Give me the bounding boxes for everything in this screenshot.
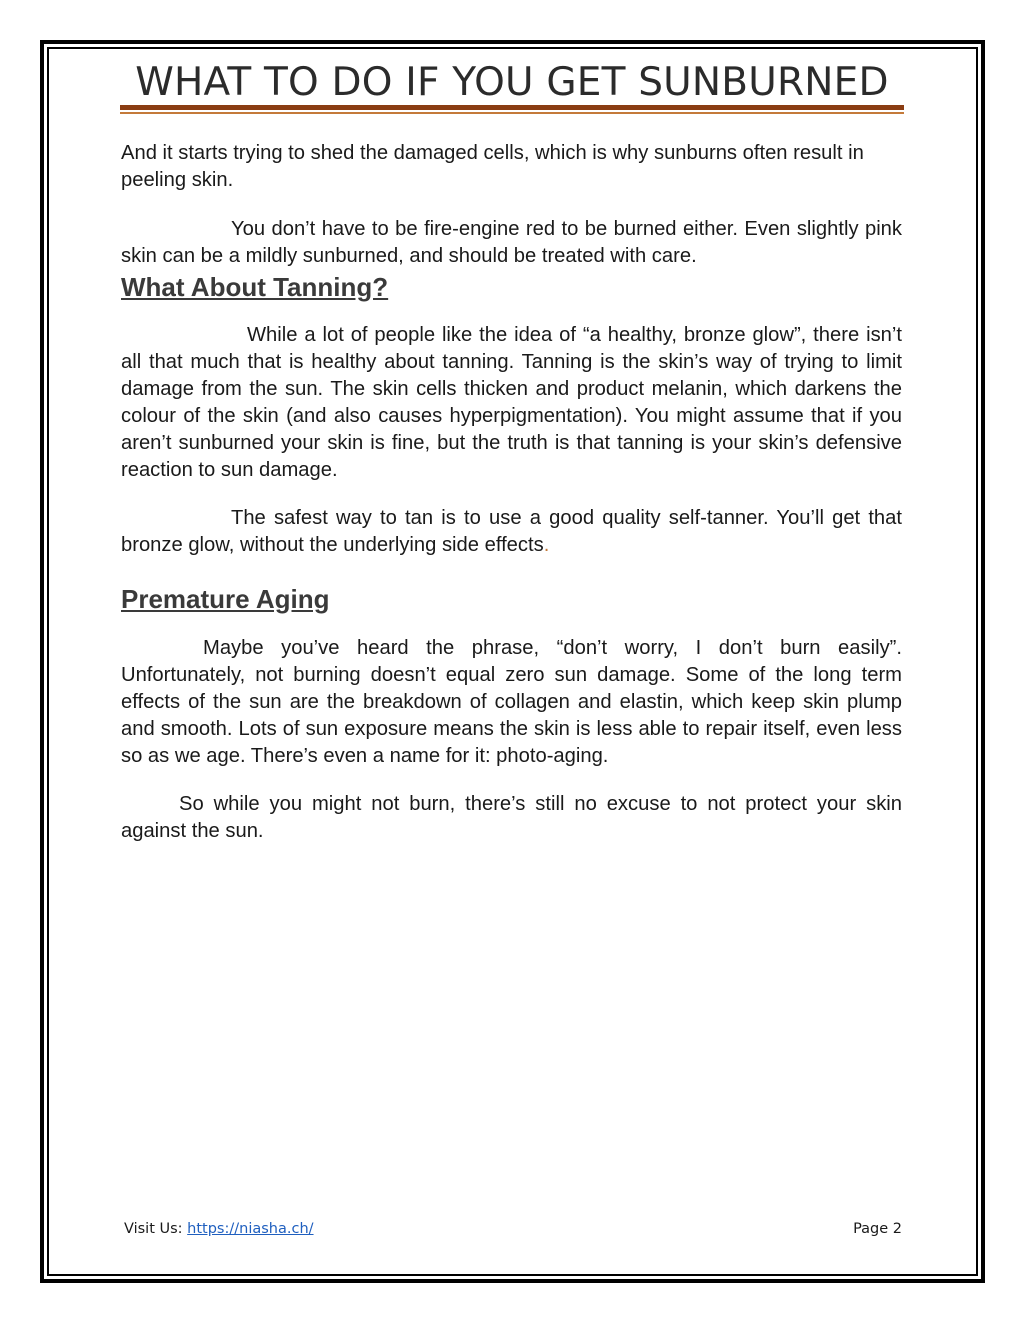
- page-title: WHAT TO DO IF YOU GET SUNBURNED: [135, 60, 889, 105]
- title-underline-rule: [120, 105, 904, 114]
- paragraph-aging: Maybe you’ve heard the phrase, “don’t worry, I don’t burn easily”. Unfortunately, not burning doesn’t equal zero sun damage. Some of the long term effects of the sun are the breakdown of collagen and elastin, which keep skin plump and smooth. Lots of sun exposure means the skin is less able to repair itself, even less so as we age. There’s even a name for it: photo-aging.: [121, 637, 902, 767]
- footer-visit: [124, 1221, 314, 1237]
- paragraph-intro: And it starts trying to shed the damaged cells, which is why sunburns often result in peeling skin.: [121, 142, 864, 191]
- footer-website-link[interactable]: https://niasha.ch/: [187, 1221, 314, 1237]
- paragraph-self-tanner-text: The safest way to tan is to use a good quality self-tanner. You’ll get that bronze glow, without the underlying side effects: [121, 507, 902, 556]
- document-body: [121, 140, 902, 845]
- footer-visit-label: Visit Us:: [124, 1221, 188, 1237]
- heading-premature-aging: Premature Aging: [121, 584, 330, 614]
- paragraph-self-tanner-period: .: [543, 534, 550, 556]
- paragraph-conclusion: So while you might not burn, there’s still no excuse to not protect your skin against the sun.: [121, 793, 902, 842]
- paragraph-tanning: While a lot of people like the idea of “a healthy, bronze glow”, there isn’t all that much that is healthy about tanning. Tanning is the skin’s way of trying to limit damage from the sun. The skin cells thicken and product melanin, which darkens the colour of the skin (and also causes hyperpigmentation). You might assume that if you aren’t sunburned your skin is fine, but the truth is that tanning is your skin’s defensive reaction to sun damage.: [121, 324, 902, 481]
- page-number: Page 2: [853, 1221, 902, 1237]
- paragraph-pink-skin: You don’t have to be fire-engine red to be burned either. Even slightly pink skin can be a mildly sunburned, and should be treated with care.: [121, 218, 902, 267]
- heading-tanning: What About Tanning?: [121, 272, 389, 302]
- paragraph-self-tanner: [121, 505, 902, 559]
